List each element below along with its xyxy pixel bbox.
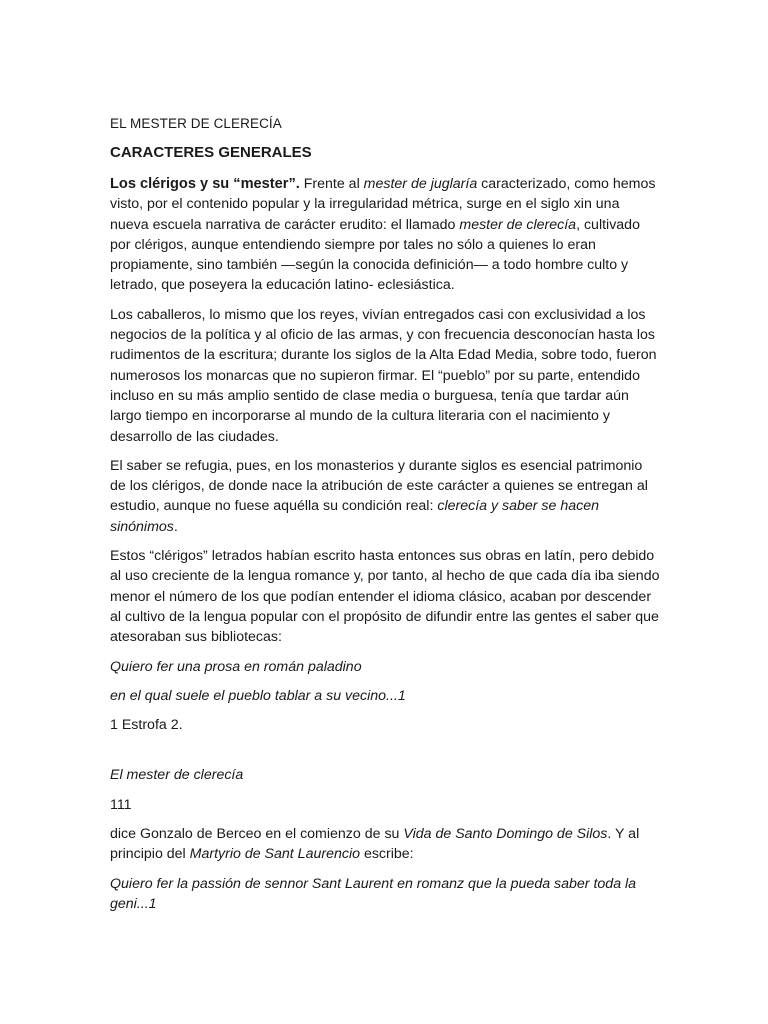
paragraph-text: caracterizado, como hemos visto, por el contenido popular y la irregularidad métrica, surge en el siglo xin una nueva escuela narrativa de carácter erudito: el llamado xyxy=(110,176,656,233)
italic-phrase: clerecía y saber se hacen sinónimos xyxy=(110,498,600,535)
work-title: Vida de Santo Domingo de Silos xyxy=(403,826,608,843)
paragraph-2: Los caballeros, lo mismo que los reyes, vivían entregados casi con exclusividad a los negocios de la política y al oficio de las armas, y con frecuencia desconocían hasta los rudimentos de la escritura; durante los siglos de la Alta Edad Media, sobre todo, fueron numerosos los monarcas que no supieron firmar. El “pueblo” por su parte, entendido incluso en su más amplio sentido de clase media o burguesa, tenía que tardar aún largo tiempo en incorporarse al mundo de la cultura literaria con el nacimiento y desarrollo de las ciudades. xyxy=(110,306,657,445)
paragraph-5 xyxy=(110,824,660,865)
document-page xyxy=(110,116,660,923)
document-title: EL MESTER DE CLERECÍA xyxy=(110,116,282,131)
paragraph-text: escribe: xyxy=(360,846,414,863)
paragraph-text: El saber se refugia, pues, en los monasterios y durante siglos es esencial patrimonio de los clérigos, de donde nace la atribución de este carácter a quienes se entregan al estudio, aunque no fuese aquélla su condición real: xyxy=(110,457,648,515)
italic-term: mester de clerecía xyxy=(459,216,577,233)
paragraph-text: Frente al xyxy=(299,176,364,192)
paragraph-text: dice Gonzalo de Berceo en el comienzo de su xyxy=(110,826,404,843)
verse-quote-line-2: en el qual suele el pueblo tablar a su vecino...1 xyxy=(110,687,406,704)
paragraph-text: . Y al principio del xyxy=(110,826,640,863)
verse-quote-2: Quiero fer la passión de sennor Sant Laurent en romanz que la pueda saber toda la geni...1 xyxy=(110,875,637,912)
paragraph-text: . xyxy=(173,518,178,535)
italic-term: mester de juglaría xyxy=(363,176,478,192)
verse-quote-line-1: Quiero fer una prosa en román paladino xyxy=(110,658,362,675)
section-heading: CARACTERES GENERALES xyxy=(110,144,312,161)
paragraph-lead: Los clérigos y su “mester”. xyxy=(110,176,300,192)
paragraph-1 xyxy=(110,174,660,296)
page-number: 111 xyxy=(110,796,132,813)
running-head: El mester de clerecía xyxy=(110,767,244,784)
footnote: 1 Estrofa 2. xyxy=(110,717,183,734)
work-title: Martyrio de Sant Laurencio xyxy=(189,846,360,863)
paragraph-text: , cultivado por clérigos, aunque entendiendo siempre por tales no sólo a quienes lo eran propiamente, sino también —según la conocida definición— a todo hombre culto y letrado, que poseyera la educación latino- eclesiástica. xyxy=(110,216,640,294)
paragraph-4: Estos “clérigos” letrados habían escrito hasta entonces sus obras en latín, pero debido al uso creciente de la lengua romance y, por tanto, al hecho de que cada día iba siendo menor el número de los que podían entender el idioma clásico, acaban por descender al cultivo de la lengua popular con el propósito de difundir entre las gentes el saber que atesoraban sus bibliotecas: xyxy=(110,548,660,646)
paragraph-3 xyxy=(110,456,660,537)
